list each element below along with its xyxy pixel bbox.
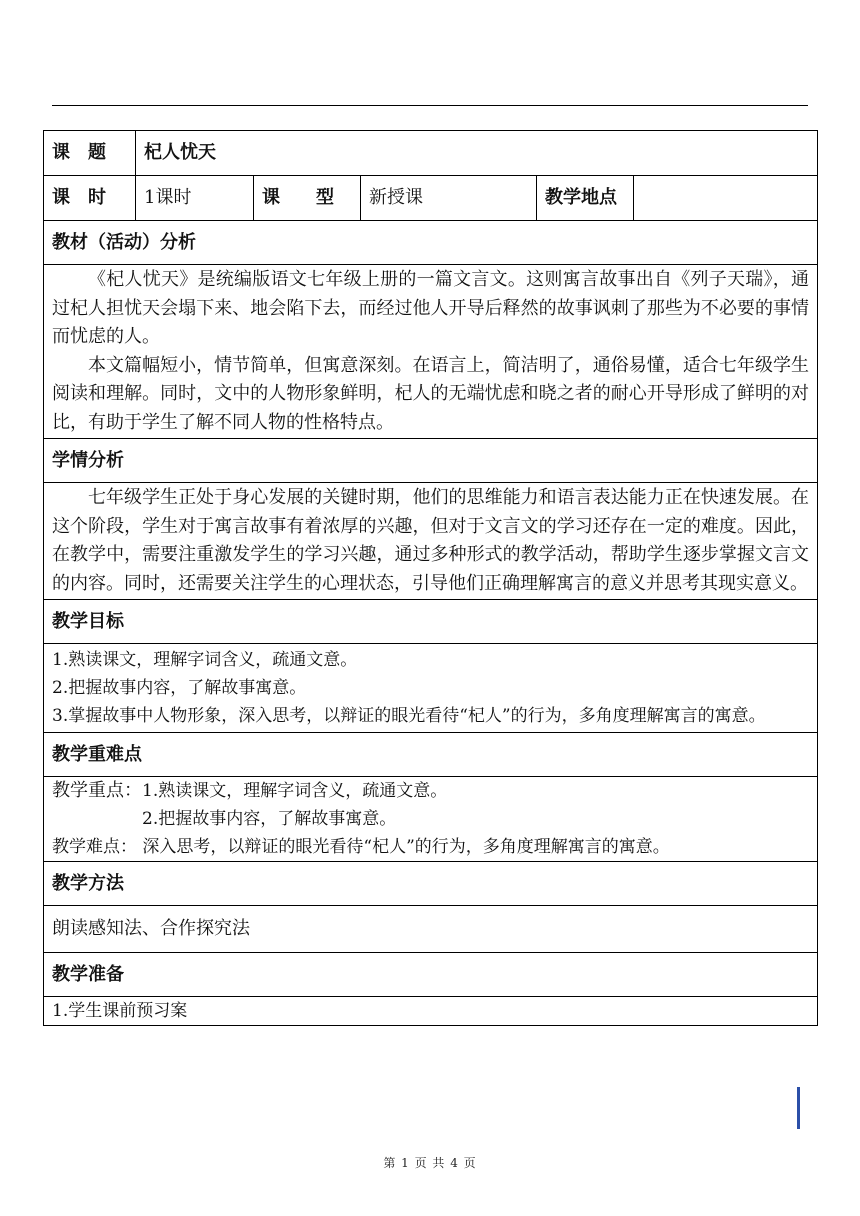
difficult-points-label: 教学难点：	[52, 837, 137, 857]
prep-list	[44, 997, 818, 1026]
page-footer: 第 1 页 共 4 页	[383, 1156, 477, 1170]
keypoints-body-row	[44, 777, 818, 862]
students-body	[44, 483, 818, 600]
students-heading-row	[44, 439, 818, 483]
goals-body-row	[44, 644, 818, 733]
students-heading: 学情分析	[44, 439, 818, 483]
text-cursor-bar	[797, 1087, 800, 1129]
students-body-row	[44, 483, 818, 600]
type-label: 课 型	[254, 176, 361, 221]
key-point-item: 1.熟读课文，理解字词含义，疏通文意。	[142, 781, 448, 801]
analysis-heading-row	[44, 221, 818, 265]
analysis-body	[44, 265, 818, 439]
difficult-points	[52, 833, 809, 861]
analysis-paragraph: 《杞人忧天》是统编版语文七年级上册的一篇文言文。这则寓言故事出自《列子天瑞》，通过杞人担忧天会塌下来、地会陷下去，而经过他人开导后释然的故事讽刺了那些为不必要的事情而忧虑的人。	[52, 269, 810, 347]
title-value: 杞人忧天	[136, 131, 818, 176]
type-value: 新授课	[361, 176, 537, 221]
goal-item: 1.熟读课文，理解字词含义，疏通文意。	[52, 650, 358, 670]
methods-text: 朗读感知法、合作探究法	[44, 906, 818, 953]
keypoints-heading-row	[44, 733, 818, 777]
analysis-body-row	[44, 265, 818, 439]
goal-item: 3.掌握故事中人物形象，深入思考，以辩证的眼光看待“杞人”的行为，多角度理解寓言的寓意。	[52, 706, 766, 726]
analysis-heading: 教材（活动）分析	[44, 221, 818, 265]
prep-body-row	[44, 997, 818, 1026]
header-rule	[52, 105, 808, 106]
difficult-points-text: 深入思考，以辩证的眼光看待“杞人”的行为，多角度理解寓言的寓意。	[137, 837, 670, 857]
prep-heading: 教学准备	[44, 953, 818, 997]
goals-heading-row	[44, 600, 818, 644]
keypoints-body	[44, 777, 818, 862]
analysis-paragraph: 本文篇幅短小，情节简单，但寓意深刻。在语言上，简洁明了，通俗易懂，适合七年级学生阅读和理解。同时，文中的人物形象鲜明，杞人的无端忧虑和晓之者的耐心开导形成了鲜明的对比，有助于学生了解不同人物的性格特点。	[52, 354, 810, 433]
prep-item: 1.学生课前预习案	[52, 1001, 188, 1021]
place-value	[634, 176, 818, 221]
key-point-item: 2.把握故事内容，了解故事寓意。	[142, 809, 397, 829]
key-points	[52, 777, 809, 833]
key-points-label: 教学重点：	[52, 780, 142, 801]
lesson-plan-table	[43, 130, 818, 1026]
period-label: 课 时	[44, 176, 136, 221]
title-row	[44, 131, 818, 176]
title-label: 课 题	[44, 131, 136, 176]
methods-heading: 教学方法	[44, 862, 818, 906]
methods-body-row	[44, 906, 818, 953]
keypoints-heading: 教学重难点	[44, 733, 818, 777]
students-paragraph: 七年级学生正处于身心发展的关键时期，他们的思维能力和语言表达能力正在快速发展。在这个阶段，学生对于寓言故事有着浓厚的兴趣，但对于文言文的学习还存在一定的难度。因此，在教学中，需要注重激发学生的学习兴趣，通过多种形式的教学活动，帮助学生逐步掌握文言文的内容。同时，还需要关注学生的心理状态，引导他们正确理解寓言的意义并思考其现实意义。	[52, 487, 810, 594]
prep-heading-row	[44, 953, 818, 997]
goals-list	[44, 644, 818, 733]
place-label: 教学地点	[537, 176, 634, 221]
goals-heading: 教学目标	[44, 600, 818, 644]
goal-item: 2.把握故事内容，了解故事寓意。	[52, 678, 307, 698]
methods-heading-row	[44, 862, 818, 906]
period-value: 1课时	[136, 176, 254, 221]
period-row	[44, 176, 818, 221]
